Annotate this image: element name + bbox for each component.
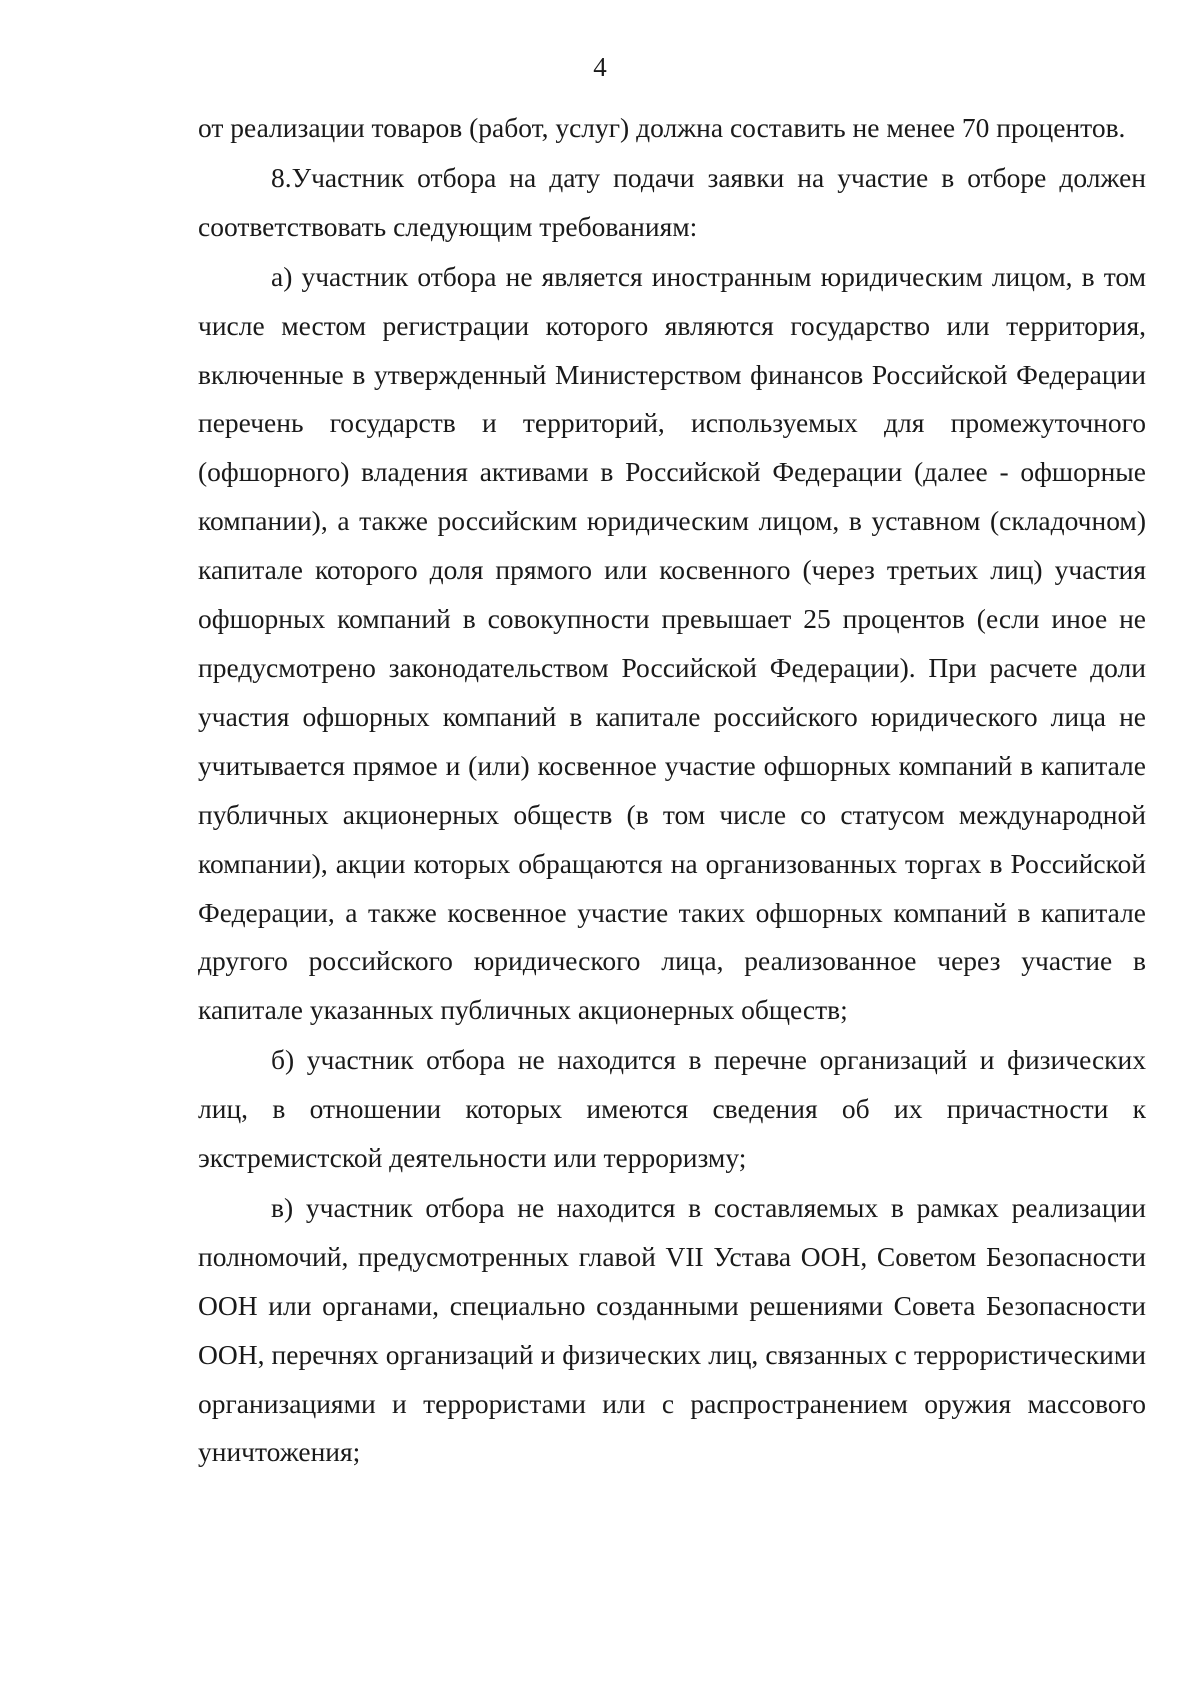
paragraph-item-8b: б) участник отбора не находится в перечне организаций и физических лиц, в отношении которых имеются сведения об их причастности к экстремистской деятельности или терроризму; [198,1044,1146,1174]
paragraph-item-8a: а) участник отбора не является иностранным юридическим лицом, в том числе местом регистрации которого являются государство или территория, включенные в утвержденный Министерством финансов Российской Федерации перечень государств и территорий, используемых для промежуточного (офшорного) владения активами в Российской Федерации (далее - офшорные компании), а также российским юридическим лицом, в уставном (складочном) капитале которого доля прямого или косвенного (через третьих лиц) участия офшорных компаний в совокупности превышает 25 процентов (если иное не предусмотрено законодательством Российской Федерации). При расчете доли участия офшорных компаний в капитале российского юридического лица не учитывается прямое и (или) косвенное участие офшорных компаний в капитале публичных акционерных обществ (в том числе со статусом международной компании), акции которых обращаются на организованных торгах в Российской Федерации, а также косвенное участие таких офшорных компаний в капитале другого российского юридического лица, реализованное через участие в капитале указанных публичных акционерных обществ; [198,260,1146,1026]
page-number: 4 [593,52,607,82]
paragraph-continuation: от реализации товаров (работ, услуг) должна составить не менее 70 процентов. [198,112,1126,143]
paragraph-item-8v: в) участник отбора не находится в составляемых в рамках реализации полномочий, предусмотренных главой VII Устава ООН, Советом Безопасности ООН или органами, специально созданными решениями Совета Безопасности ООН, перечнях организаций и физических лиц, связанных с террористическими организациями и террористами или с распространением оружия массового уничтожения; [198,1191,1146,1468]
document-body [198,104,1146,1477]
paragraph-item-8: 8.Участник отбора на дату подачи заявки на участие в отборе должен соответствовать следующим требованиям: [198,161,1146,242]
